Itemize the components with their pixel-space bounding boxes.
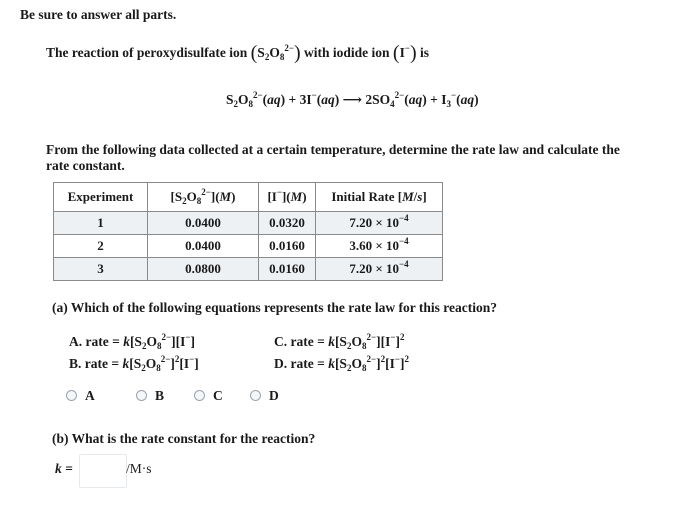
table-row	[54, 235, 443, 258]
radio-circle-icon[interactable]	[194, 390, 205, 401]
intro-suffix: is	[420, 45, 430, 60]
choice-b-text: B. rate = $k[S_2O_8^{2-}]^2[I^-]$	[69, 354, 199, 373]
radio-circle-icon[interactable]	[250, 390, 261, 401]
header-iodide: [I−](M)	[259, 183, 316, 212]
radio-circle-icon[interactable]	[136, 390, 147, 401]
option-c-radio[interactable]: C	[194, 388, 223, 404]
option-b-radio[interactable]: B	[136, 388, 164, 404]
header-s2o8: $[S_2O_8^{2-}](M)$	[148, 183, 259, 212]
intro-line: The reaction of peroxydisulfate ion $(S_2O_8^{2-})$ with iodide ion (I−) is	[46, 42, 430, 64]
cell-experiment: 3	[54, 258, 148, 281]
prompt-line-1: From the following data collected at a certain temperature, determine the rate law and calculate the	[46, 142, 620, 157]
rate-data-table	[53, 182, 443, 281]
k-unit: /M·s	[126, 461, 152, 476]
table-row	[54, 212, 443, 235]
cell-rate: $3.60 \times 10^{-4}$	[316, 235, 443, 258]
part-b-question: (b) What is the rate constant for the reaction?	[52, 431, 316, 446]
reaction-equation: $S_2O_8^{2-}(aq) + 3I^-(aq)$ ⟶ $2SO_4^{2-}(aq) + I_3^-(aq)$	[226, 90, 479, 109]
instructions: Be sure to answer all parts.	[20, 7, 177, 22]
cell-s2o8: 0.0800	[148, 258, 259, 281]
choice-a-text: A. rate = $k[S_2O_8^{2-}][I^-]$	[69, 332, 195, 351]
choice-c-text: C. rate = $k[S_2O_8^{2-}][I^-]^2$	[274, 332, 405, 351]
option-d-radio[interactable]: D	[250, 388, 279, 404]
cell-iodide: 0.0160	[259, 258, 316, 281]
cell-experiment: 1	[54, 212, 148, 235]
k-label: k =	[55, 461, 73, 476]
cell-iodide: 0.0320	[259, 212, 316, 235]
intro-mid: with iodide ion	[304, 45, 390, 60]
table-header-row	[54, 183, 443, 212]
cell-rate: $7.20 \times 10^{-4}$	[316, 258, 443, 281]
part-a-question: (a) Which of the following equations represents the rate law for this reaction?	[52, 300, 497, 315]
rate-constant-input[interactable]	[79, 454, 127, 488]
prompt-line-2: rate constant.	[46, 158, 125, 173]
cell-s2o8: 0.0400	[148, 235, 259, 258]
radio-circle-icon[interactable]	[66, 390, 77, 401]
header-experiment: Experiment	[54, 183, 148, 212]
choice-d-text: D. rate = $k[S_2O_8^{2-}]^2[I^-]^2$	[274, 354, 409, 373]
cell-experiment: 2	[54, 235, 148, 258]
cell-iodide: 0.0160	[259, 235, 316, 258]
header-rate: Initial Rate [M/s]	[316, 183, 443, 212]
cell-rate: $7.20 \times 10^{-4}$	[316, 212, 443, 235]
intro-prefix: The reaction of peroxydisulfate ion	[46, 45, 248, 60]
table-row	[54, 258, 443, 281]
cell-s2o8: 0.0400	[148, 212, 259, 235]
option-a-radio[interactable]: A	[66, 388, 95, 404]
